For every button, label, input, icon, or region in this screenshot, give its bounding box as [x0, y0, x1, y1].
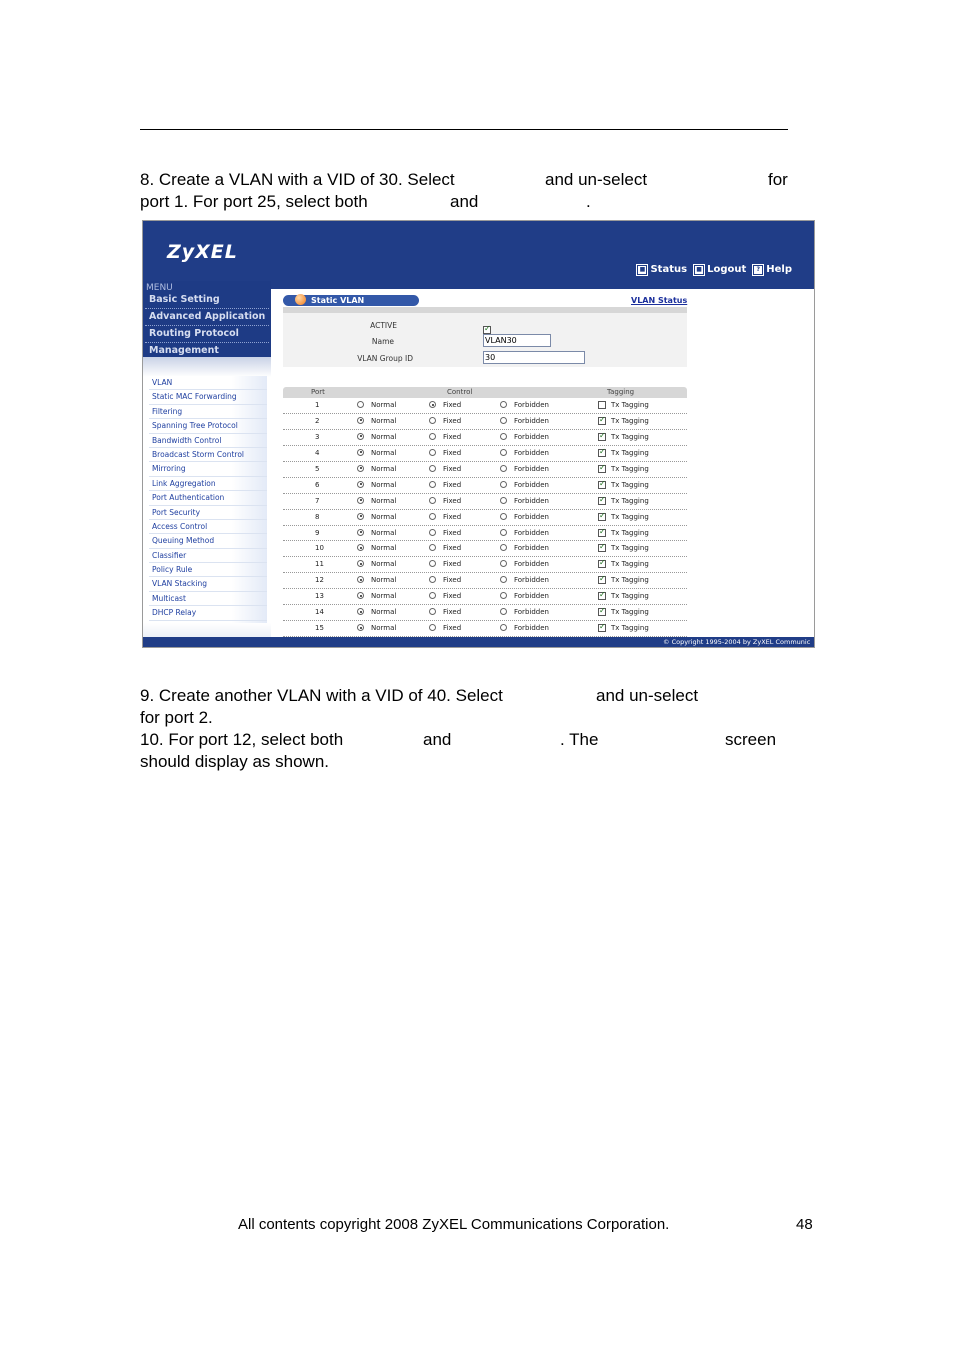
tx-tagging-checkbox[interactable]	[598, 624, 606, 632]
tx-tagging-checkbox[interactable]	[598, 433, 606, 441]
normal-label: Normal	[371, 528, 397, 537]
fixed-radio[interactable]	[429, 576, 436, 583]
forbidden-label: Forbidden	[514, 496, 549, 505]
normal-radio[interactable]	[357, 608, 364, 615]
tx-tagging-label: Tx Tagging	[611, 560, 649, 569]
normal-radio[interactable]	[357, 513, 364, 520]
page-title-bar	[283, 295, 419, 306]
tx-tagging-checkbox[interactable]	[598, 576, 606, 584]
table-row	[283, 605, 687, 621]
port-number: 8	[315, 512, 320, 521]
port-number: 5	[315, 464, 320, 473]
fixed-radio[interactable]	[429, 417, 436, 424]
normal-radio[interactable]	[357, 624, 364, 631]
submenu-item[interactable]: VLAN	[149, 376, 267, 390]
main-content	[271, 289, 814, 637]
normal-label: Normal	[371, 401, 397, 409]
fixed-radio[interactable]	[429, 465, 436, 472]
normal-label: Normal	[371, 576, 397, 585]
normal-label: Normal	[371, 448, 397, 457]
forbidden-label: Forbidden	[514, 608, 549, 617]
table-row	[283, 541, 687, 557]
top-links	[637, 264, 792, 275]
form-row-name	[283, 333, 687, 350]
fixed-label: Fixed	[443, 496, 462, 505]
submenu-item[interactable]: Access Control	[149, 520, 267, 534]
fixed-label: Fixed	[443, 608, 462, 617]
forbidden-label: Forbidden	[514, 576, 549, 585]
submenu-item[interactable]: Classifier	[149, 549, 267, 563]
header-tagging: Tagging	[607, 388, 635, 396]
tx-tagging-checkbox[interactable]	[598, 608, 606, 616]
normal-label: Normal	[371, 432, 397, 441]
logout-icon: ■	[694, 265, 704, 275]
normal-label: Normal	[371, 496, 397, 505]
port-number: 15	[315, 624, 324, 633]
table-row	[283, 414, 687, 430]
table-row	[283, 446, 687, 462]
forbidden-label: Forbidden	[514, 512, 549, 521]
normal-label: Normal	[371, 592, 397, 601]
tx-tagging-checkbox[interactable]	[598, 417, 606, 425]
fixed-label: Fixed	[443, 592, 462, 601]
instruction-step-8	[140, 169, 790, 213]
menu-advanced-application[interactable]: Advanced Application	[145, 309, 269, 326]
text-fragment: 10. For port 12, select both	[140, 730, 344, 749]
tx-tagging-checkbox[interactable]	[598, 513, 606, 521]
forbidden-label: Forbidden	[514, 432, 549, 441]
table-header	[283, 387, 687, 398]
tx-tagging-checkbox[interactable]	[598, 592, 606, 600]
sidebar	[143, 281, 271, 647]
normal-radio[interactable]	[357, 433, 364, 440]
port-number: 2	[315, 416, 320, 425]
port-number: 6	[315, 480, 320, 489]
page-title: Static VLAN	[311, 296, 365, 305]
vlan-form	[283, 307, 687, 367]
port-number: 13	[315, 592, 324, 601]
fixed-radio[interactable]	[429, 513, 436, 520]
submenu-item[interactable]: Multicast	[149, 592, 267, 606]
submenu-item[interactable]: Filtering	[149, 405, 267, 419]
forbidden-label: Forbidden	[514, 480, 549, 489]
menu-routing-protocol[interactable]: Routing Protocol	[145, 326, 269, 343]
group-id-cell	[483, 351, 585, 364]
text-line	[140, 707, 790, 729]
port-table	[283, 387, 687, 637]
submenu-item[interactable]: Spanning Tree Protocol	[149, 419, 267, 433]
forbidden-radio[interactable]	[500, 433, 507, 440]
table-row	[283, 462, 687, 478]
normal-label: Normal	[371, 624, 397, 633]
name-label: Name	[371, 337, 394, 346]
forbidden-radio[interactable]	[500, 497, 507, 504]
fixed-label: Fixed	[443, 401, 462, 409]
header-control: Control	[447, 388, 473, 396]
sidebar-main-menu	[143, 281, 271, 357]
tx-tagging-label: Tx Tagging	[611, 416, 649, 425]
submenu-item[interactable]: Link Aggregation	[149, 477, 267, 491]
fixed-label: Fixed	[443, 416, 462, 425]
forbidden-radio[interactable]	[500, 481, 507, 488]
submenu-item[interactable]: Bandwidth Control	[149, 434, 267, 448]
text-fragment: port 1. For port 25, select both	[140, 192, 368, 211]
tx-tagging-checkbox[interactable]	[598, 449, 606, 457]
footer-copyright: All contents copyright 2008 ZyXEL Communications Corporation.	[238, 1216, 670, 1233]
fixed-label: Fixed	[443, 560, 462, 569]
text-fragment: and	[423, 730, 452, 749]
forbidden-radio[interactable]	[500, 401, 507, 408]
fixed-radio[interactable]	[429, 560, 436, 567]
forbidden-label: Forbidden	[514, 401, 549, 409]
submenu-item[interactable]: Mirroring	[149, 462, 267, 476]
forbidden-label: Forbidden	[514, 448, 549, 457]
table-row	[283, 430, 687, 446]
text-fragment: screen	[725, 730, 777, 749]
submenu-list	[149, 376, 267, 635]
menu-basic-setting[interactable]: Basic Setting	[145, 292, 269, 309]
tx-tagging-label: Tx Tagging	[611, 512, 649, 521]
fixed-radio[interactable]	[429, 433, 436, 440]
fixed-radio[interactable]	[429, 529, 436, 536]
table-row	[283, 526, 687, 542]
fixed-label: Fixed	[443, 448, 462, 457]
normal-radio[interactable]	[357, 465, 364, 472]
fixed-label: Fixed	[443, 512, 462, 521]
vlan-status-link[interactable]: VLAN Status	[631, 296, 688, 305]
zyxel-logo: ZyXEL	[167, 241, 238, 263]
text-fragment: . The	[560, 730, 599, 749]
port-number: 7	[315, 496, 320, 505]
text-fragment: for	[768, 170, 788, 189]
text-line	[140, 751, 790, 773]
group-id-label: VLAN Group ID	[357, 354, 413, 363]
normal-radio[interactable]	[357, 497, 364, 504]
normal-radio[interactable]	[357, 417, 364, 424]
tx-tagging-label: Tx Tagging	[611, 464, 649, 473]
text-fragment: for port 2.	[140, 708, 213, 727]
text-line	[140, 169, 790, 191]
text-fragment: and un-select	[596, 686, 699, 705]
forbidden-radio[interactable]	[500, 513, 507, 520]
text-fragment: 8. Create a VLAN with a VID of 30. Select	[140, 170, 455, 189]
tx-tagging-label: Tx Tagging	[611, 528, 649, 537]
text-fragment: should display as shown.	[140, 752, 330, 771]
normal-label: Normal	[371, 544, 397, 553]
submenu-item[interactable]: Port Authentication	[149, 491, 267, 505]
port-number: 4	[315, 448, 320, 457]
zyxel-banner	[143, 221, 814, 289]
port-number: 11	[315, 560, 324, 569]
normal-label: Normal	[371, 608, 397, 617]
group-id-input[interactable]: 30	[483, 351, 585, 364]
text-fragment: and	[450, 192, 479, 211]
normal-radio[interactable]	[357, 544, 364, 551]
status-icon: ■	[637, 265, 647, 275]
normal-label: Normal	[371, 512, 397, 521]
fixed-radio[interactable]	[429, 481, 436, 488]
normal-radio[interactable]	[357, 576, 364, 583]
forbidden-label: Forbidden	[514, 416, 549, 425]
forbidden-radio[interactable]	[500, 544, 507, 551]
fixed-radio[interactable]	[429, 497, 436, 504]
tx-tagging-label: Tx Tagging	[611, 448, 649, 457]
fixed-label: Fixed	[443, 432, 462, 441]
fixed-radio[interactable]	[429, 624, 436, 631]
text-fragment: .	[586, 192, 591, 211]
fixed-label: Fixed	[443, 480, 462, 489]
tx-tagging-label: Tx Tagging	[611, 401, 649, 409]
port-number: 3	[315, 432, 320, 441]
tx-tagging-label: Tx Tagging	[611, 576, 649, 585]
tx-tagging-checkbox[interactable]	[598, 560, 606, 568]
normal-label: Normal	[371, 480, 397, 489]
text-line	[140, 685, 790, 707]
forbidden-radio[interactable]	[500, 560, 507, 567]
forbidden-radio[interactable]	[500, 465, 507, 472]
table-row	[283, 398, 687, 414]
help-link[interactable]	[753, 264, 792, 275]
forbidden-label: Forbidden	[514, 528, 549, 537]
form-header	[283, 307, 687, 313]
normal-radio[interactable]	[357, 592, 364, 599]
tx-tagging-checkbox[interactable]	[598, 529, 606, 537]
active-label: ACTIVE	[370, 321, 397, 330]
tx-tagging-checkbox[interactable]	[598, 497, 606, 505]
port-number: 10	[315, 544, 324, 553]
header-port: Port	[311, 388, 325, 396]
fixed-radio[interactable]	[429, 401, 436, 408]
table-row	[283, 510, 687, 526]
normal-radio[interactable]	[357, 529, 364, 536]
normal-label: Normal	[371, 560, 397, 569]
fixed-label: Fixed	[443, 464, 462, 473]
zyxel-screenshot	[142, 220, 815, 648]
normal-radio[interactable]	[357, 449, 364, 456]
fixed-label: Fixed	[443, 528, 462, 537]
forbidden-label: Forbidden	[514, 592, 549, 601]
form-row-group	[283, 350, 687, 367]
copyright-bar	[143, 637, 814, 648]
forbidden-label: Forbidden	[514, 624, 549, 633]
forbidden-label: Forbidden	[514, 544, 549, 553]
text-line	[140, 729, 790, 751]
tx-tagging-checkbox[interactable]	[598, 481, 606, 489]
port-number: 12	[315, 576, 324, 585]
forbidden-radio[interactable]	[500, 449, 507, 456]
submenu-item[interactable]: Static MAC Forwarding	[149, 390, 267, 404]
tx-tagging-label: Tx Tagging	[611, 432, 649, 441]
text-fragment: 9. Create another VLAN with a VID of 40. Select	[140, 686, 503, 705]
submenu-item[interactable]: VLAN Stacking	[149, 577, 267, 591]
tx-tagging-label: Tx Tagging	[611, 480, 649, 489]
logout-link-label: Logout	[707, 264, 747, 275]
port-number: 9	[315, 528, 320, 537]
status-link[interactable]	[637, 264, 687, 275]
port-number: 14	[315, 608, 324, 617]
forbidden-label: Forbidden	[514, 464, 549, 473]
fixed-label: Fixed	[443, 544, 462, 553]
tx-tagging-label: Tx Tagging	[611, 608, 649, 617]
fixed-label: Fixed	[443, 576, 462, 585]
forbidden-radio[interactable]	[500, 417, 507, 424]
normal-label: Normal	[371, 464, 397, 473]
forbidden-radio[interactable]	[500, 592, 507, 599]
table-row	[283, 557, 687, 573]
form-row-active	[283, 317, 687, 334]
forbidden-radio[interactable]	[500, 576, 507, 583]
fixed-radio[interactable]	[429, 592, 436, 599]
menu-tab: MENU	[146, 283, 173, 293]
submenu-item[interactable]: Queuing Method	[149, 534, 267, 548]
text-fragment: and un-select	[545, 170, 648, 189]
header-rule	[140, 129, 788, 130]
table-row	[283, 478, 687, 494]
normal-radio[interactable]	[357, 481, 364, 488]
main-menu-list	[145, 292, 269, 360]
normal-radio[interactable]	[357, 560, 364, 567]
fixed-label: Fixed	[443, 624, 462, 633]
submenu-item[interactable]: Port Security	[149, 506, 267, 520]
submenu-item[interactable]: Policy Rule	[149, 563, 267, 577]
tx-tagging-label: Tx Tagging	[611, 544, 649, 553]
submenu-item[interactable]: Broadcast Storm Control	[149, 448, 267, 462]
table-row	[283, 573, 687, 589]
table-row	[283, 494, 687, 510]
forbidden-radio[interactable]	[500, 608, 507, 615]
name-cell	[483, 334, 551, 347]
port-number: 1	[315, 401, 320, 409]
tx-tagging-label: Tx Tagging	[611, 496, 649, 505]
page-number: 48	[796, 1216, 813, 1233]
help-icon: ?	[753, 265, 763, 275]
tx-tagging-label: Tx Tagging	[611, 624, 649, 633]
submenu-item[interactable]: DHCP Relay	[149, 606, 267, 620]
tx-tagging-checkbox[interactable]	[598, 465, 606, 473]
table-body	[283, 398, 687, 637]
table-row	[283, 589, 687, 605]
sidebar-curve	[143, 357, 271, 377]
table-row	[283, 621, 687, 637]
text-line	[140, 191, 790, 213]
title-orb-icon	[295, 294, 306, 305]
fixed-radio[interactable]	[429, 544, 436, 551]
forbidden-radio[interactable]	[500, 624, 507, 631]
fixed-radio[interactable]	[429, 449, 436, 456]
logout-link[interactable]	[694, 264, 746, 275]
copyright-text: © Copyright 1995-2004 by ZyXEL Communic	[663, 638, 811, 646]
normal-label: Normal	[371, 416, 397, 425]
instruction-step-9-10	[140, 685, 790, 773]
forbidden-label: Forbidden	[514, 560, 549, 569]
help-link-label: Help	[766, 264, 792, 275]
fixed-radio[interactable]	[429, 608, 436, 615]
name-input[interactable]: VLAN30	[483, 334, 551, 347]
tx-tagging-checkbox[interactable]	[598, 544, 606, 552]
tx-tagging-label: Tx Tagging	[611, 592, 649, 601]
menu-management[interactable]: Management	[145, 343, 269, 360]
tx-tagging-checkbox[interactable]	[598, 401, 606, 409]
forbidden-radio[interactable]	[500, 529, 507, 536]
normal-radio[interactable]	[357, 401, 364, 408]
status-link-label: Status	[650, 264, 688, 275]
